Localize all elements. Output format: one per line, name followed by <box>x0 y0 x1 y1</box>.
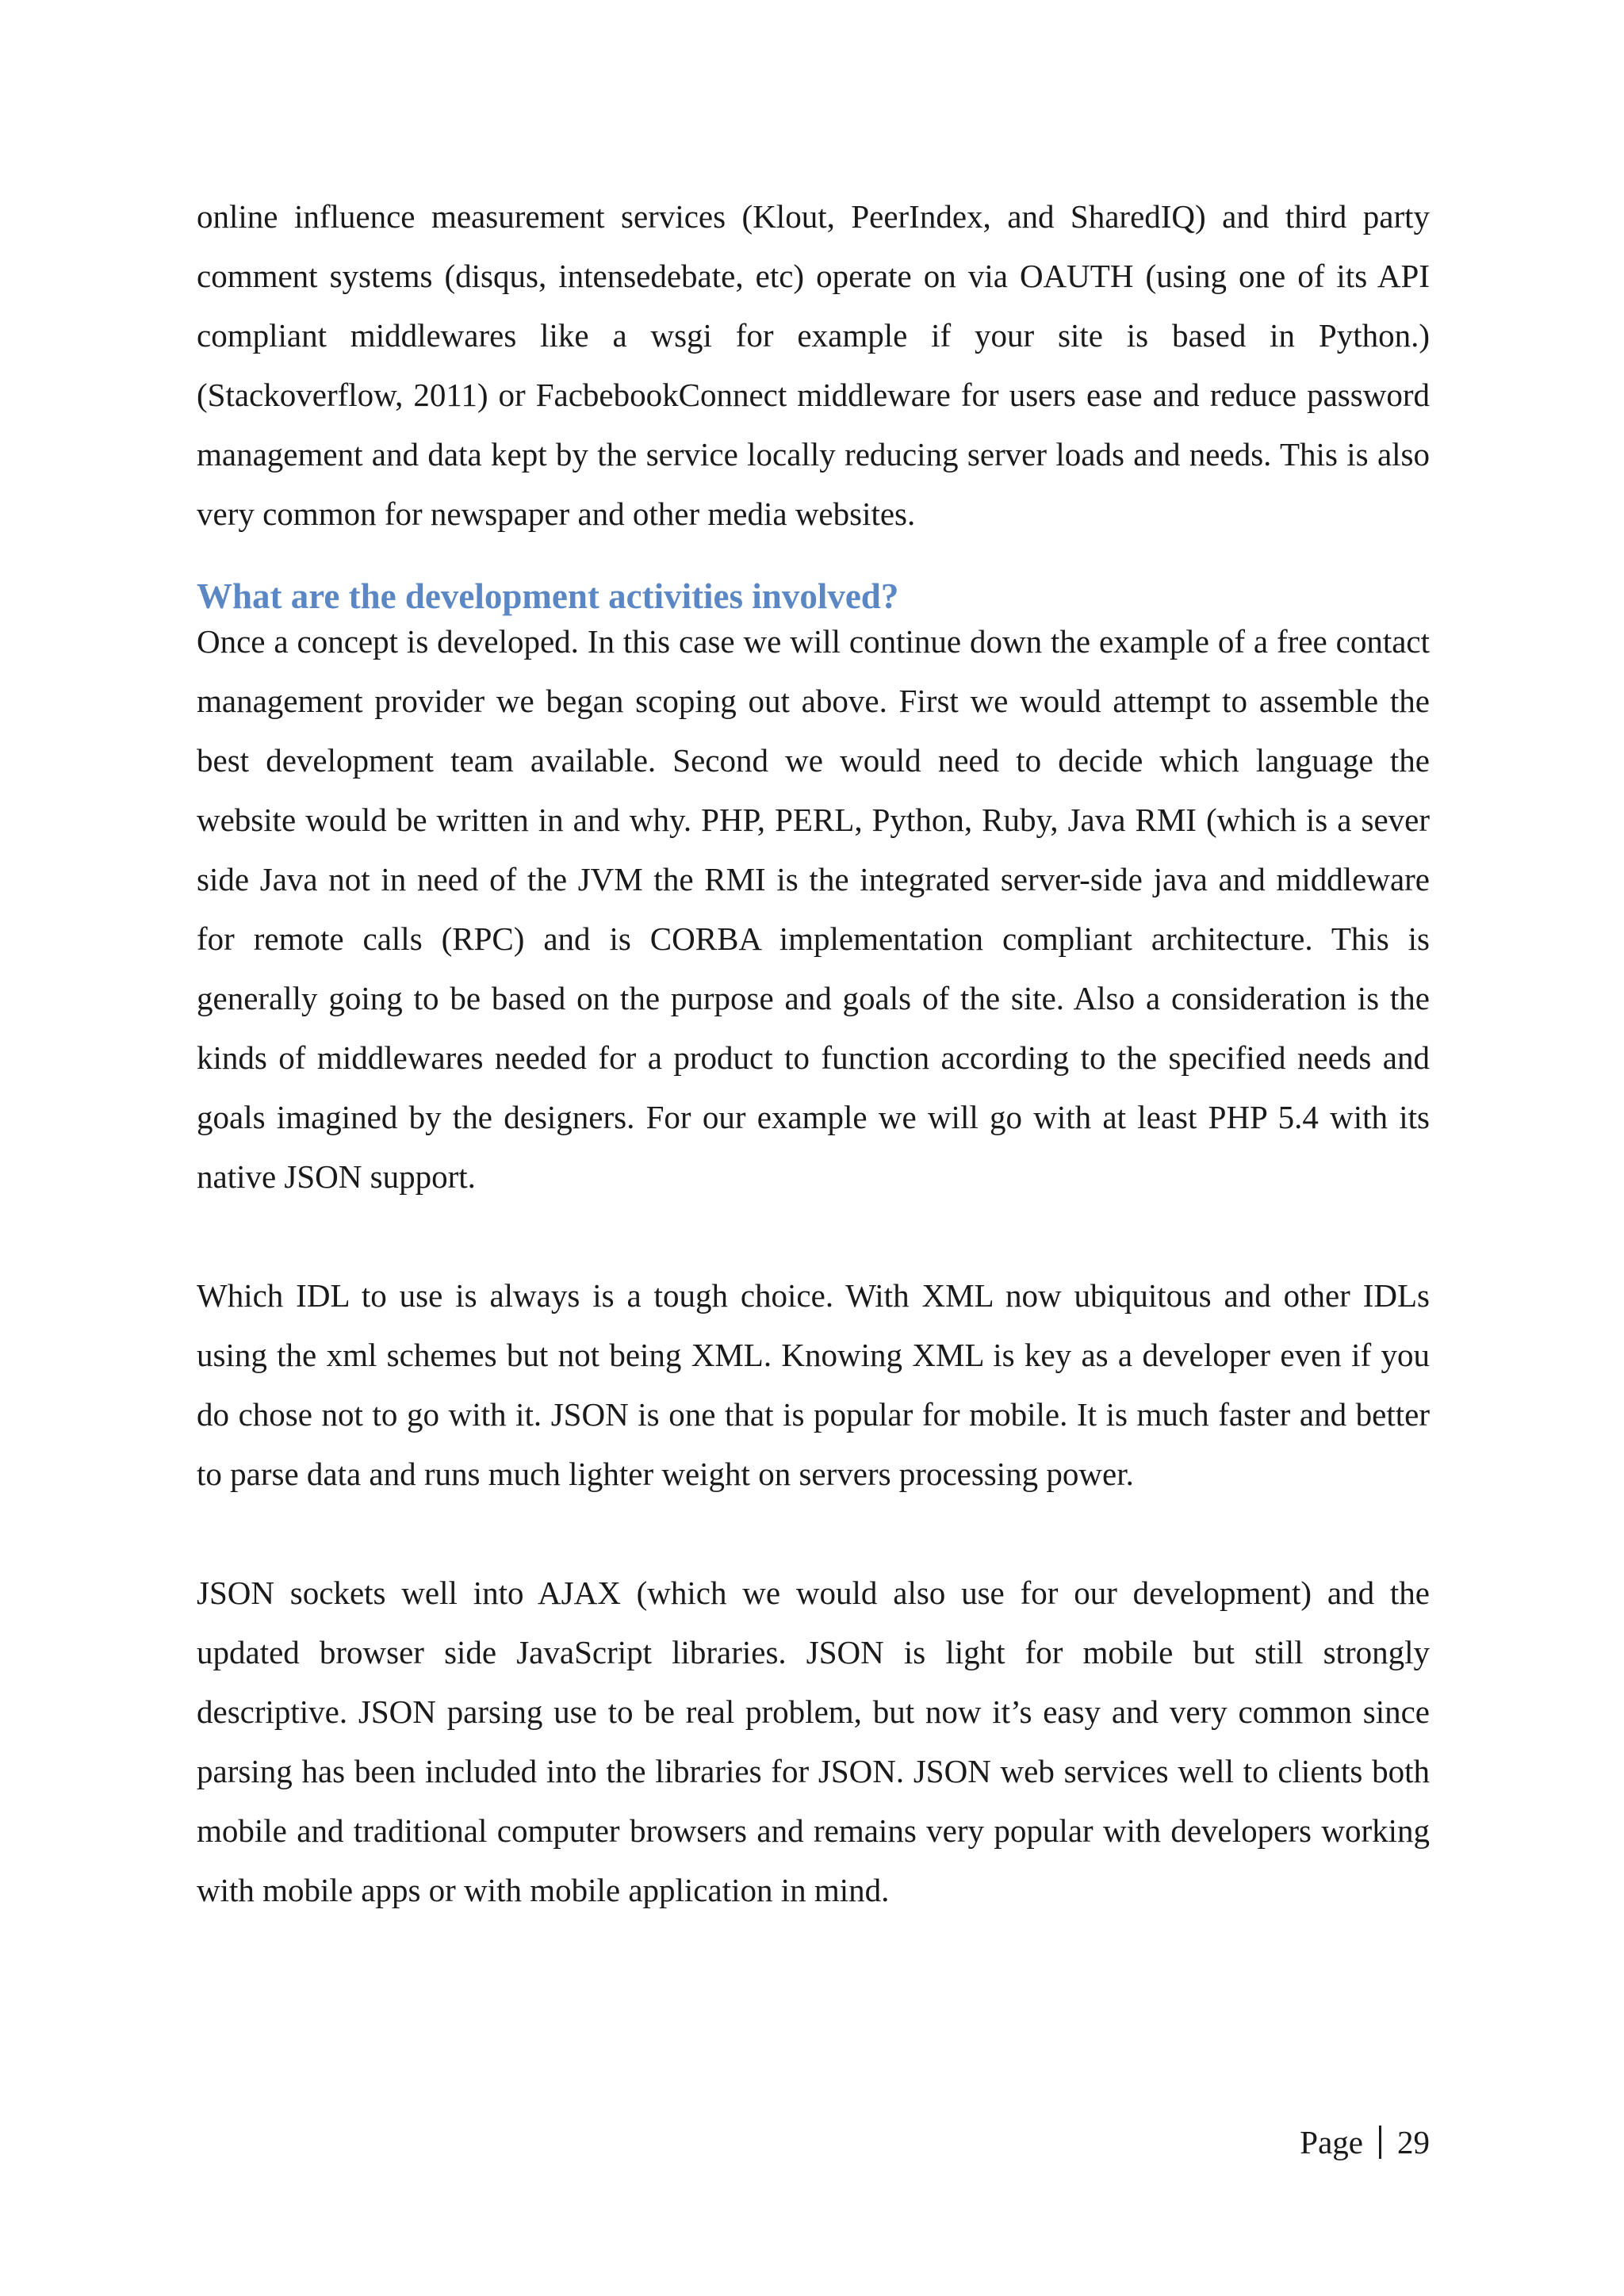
paragraph-json-ajax: JSON sockets well into AJAX (which we would also use for our development) and the updated browser side JavaScript libraries. JSON is light for mobile but still strongly descriptive. JSON parsing use to be real problem, but now it’s easy and very common since parsing has been included into the libraries for JSON. JSON web services well to clients both mobile and traditional computer browsers and remains very popular with developers working with mobile apps or with mobile application in mind. <box>197 1575 1430 1908</box>
paragraph-development-activities: Once a concept is developed. In this case we will continue down the example of a free contact management provider we began scoping out above. First we would attempt to assemble the best development team available. Second we would need to decide which language the website would be written in and why. PHP, PERL, Python, Ruby, Java RMI (which is a sever side Java not in need of the JVM the RMI is the integrated server-side java and middleware for remote calls (RPC) and is CORBA implementation compliant architecture. This is generally going to be based on the purpose and goals of the site. Also a consideration is the kinds of middlewares needed for a product to function according to the specified needs and goals imagined by the designers. For our example we will go with at least PHP 5.4 with its native JSON support. <box>197 623 1430 1195</box>
paragraph-oauth-services: online influence measurement services (Klout, PeerIndex, and SharedIQ) and third party comment systems (disqus, intensedebate, etc) operate on via OAUTH (using one of its API compliant middlewares like a wsgi for example if your site is based in Python.) (Stackoverflow, 2011) or FacbebookConnect middleware for users ease and reduce password management and data kept by the service locally reducing server loads and needs. This is also very common for newspaper and other media websites. <box>197 198 1430 532</box>
page-body <box>197 187 1430 1920</box>
paragraph-idl-choice: Which IDL to use is always is a tough choice. With XML now ubiquitous and other IDLs using the xml schemes but not being XML. Knowing XML is key as a developer even if you do chose not to go with it. JSON is one that is popular for mobile. It is much faster and better to parse data and runs much lighter weight on servers processing power. <box>197 1277 1430 1492</box>
page-footer <box>1300 2118 1430 2166</box>
section-heading: What are the development activities involved? <box>197 576 899 616</box>
footer-separator <box>1379 2126 1381 2159</box>
page-number: 29 <box>1397 2124 1430 2160</box>
paragraph-spacer <box>197 1504 1430 1563</box>
paragraph-spacer <box>197 1207 1430 1266</box>
page-label: Page <box>1300 2124 1363 2160</box>
